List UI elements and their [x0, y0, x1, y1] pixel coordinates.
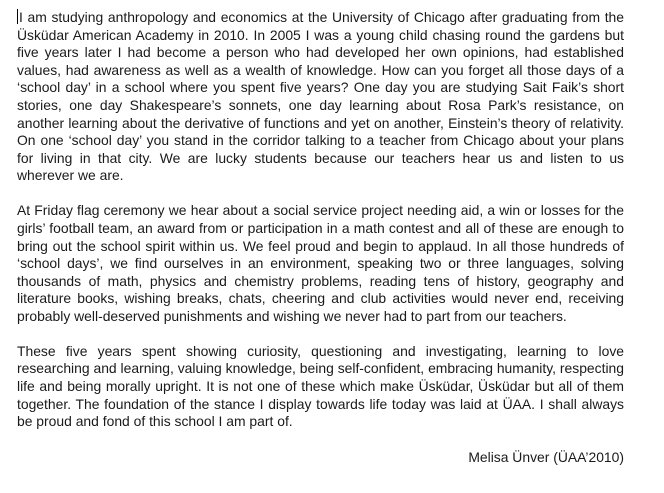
signature: Melisa Ünver (ÜAA’2010) — [468, 448, 624, 465]
paragraph-2: At Friday flag ceremony we hear about a social service project needing aid, a win or losses for the girls’ football team, an award from or participation in a math contest and all of these are enough to bring out the school spirit within us. We feel proud and begin to applaud. In all those hundreds of ‘school days’, we find ourselves in an environment, speaking two or three languages, solving thousands of math, physics and chemistry problems, reading tens of history, geography and literature books, wishing breaks, chats, cheering and club activities would never end, receiving probably well-deserved punishments and wishing we never had to part from our teachers. — [17, 202, 624, 324]
paragraph-1 — [17, 9, 624, 185]
document-body[interactable] — [17, 9, 624, 466]
paragraph-3: These five years spent showing curiosity, questioning and investigating, learning to love researching and learning, valuing knowledge, being self-confident, embracing humanity, respecting life and being morally upright. It is not one of these which make Üsküdar, Üsküdar but all of them together. The foundation of the stance I display towards life today was laid at ÜAA. I shall always be proud and fond of this school I am part of. — [17, 342, 624, 430]
paragraph-1-text: I am studying anthropology and economics at the University of Chicago after graduating from the Üsküdar American Academy in 2010. In 2005 I was a young child chasing round the gardens but five years later I had become a person who had developed her own opinions, had established values, had awareness as well as a wealth of knowledge. How can you forget all those days of a ‘school day’ in a school where you spent five years? One day you are studying Sait Faik’s short stories, one day Shakespeare’s sonnets, one day learning about Rosa Park’s resistance, on another learning about the derivative of functions and yet on another, Einstein’s theory of relativity. On one ‘school day’ you stand in the corridor talking to a teacher from Chicago about your plans for living in that city. We are lucky students because our teachers hear us and listen to us wherever we are. — [17, 9, 624, 184]
text-cursor — [17, 9, 18, 24]
